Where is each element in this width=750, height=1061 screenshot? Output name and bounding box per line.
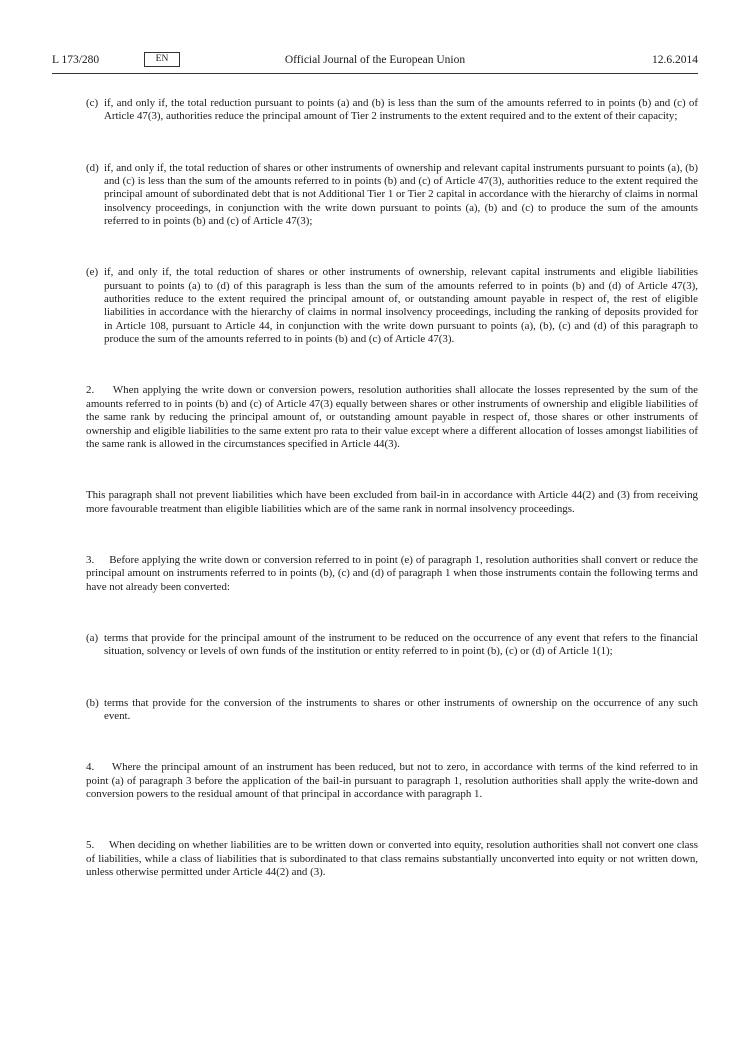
page-header — [52, 52, 698, 72]
paragraph-2: 2. When applying the write down or conversion powers, resolution authorities shall allocate the losses represented by the sum of the amounts referred to in points (b) and (c) of Article 47(3) equally between shares or other instruments of ownership and eligible liabilities of the same rank by reducing the principal amount of, or outstanding amount payable in respect of, those shares or other instruments of ownership and eligible liabilities to the same extent pro rata to their value except where a different allocation of losses amongst liabilities of the same rank is allowed in the circumstances specified in Article 44(3). — [86, 384, 701, 450]
paragraph-3: 3. Before applying the write down or conversion referred to in point (e) of paragraph 1, resolution authorities shall convert or reduce the principal amount on instruments referred to in points (b), (c) and (d) of paragraph 1 when those instruments contain the following terms and have not already been converted: — [86, 553, 701, 593]
language-badge: EN — [144, 52, 180, 67]
item-marker: (a) — [86, 631, 99, 644]
item-text: terms that provide for the conversion of the instruments to shares or other instruments of ownership on the occurrence of any such event. — [104, 696, 698, 722]
item-text: terms that provide for the principal amount of the instrument to be reduced on the occurrence of any event that refers to the financial situation, solvency or levels of own funds of the institution or entity referred to in point (b), (c) or (d) of Article 1(1); — [104, 631, 698, 658]
header-rule — [52, 73, 698, 74]
document-body — [86, 97, 701, 879]
item-text: if, and only if, the total reduction of shares or other instruments of ownership and relevant capital instruments pursuant to points (a), (b) and (c) is less than the sum of the amounts referred to in points (b) and (c) of Article 47(3), authorities reduce to the extent required the principal amount of subordinated debt that is not Additional Tier 1 or Tier 2 capital in accordance with the hierarchy of claims in normal insolvency proceedings, in conjunction with the write down pursuant to points (a), (b) and (c) to produce the sum of the amounts referred to in points (b) and (c) of Article 47(3); — [104, 161, 698, 228]
item-marker: (d) — [86, 161, 99, 174]
item-text: if, and only if, the total reduction of shares or other instruments of ownership, relevant capital instruments and eligible liabilities pursuant to points (a) to (d) of this paragraph is less than the sum of the amounts referred to in points (b) and (d) of Article 47(3), authorities reduce to the extent required the principal amount of, or outstanding amount payable in respect of, the rest of eligible liabilities in accordance with the hierarchy of claims in normal insolvency proceedings, including the ranking of deposits provided for in Article 108, pursuant to Article 44, in conjunction with the write down pursuant to points (a), (b), (c) and (d) of this paragraph to produce the sum of the amounts referred to in points (b) and (c) of Article 47(3). — [104, 266, 698, 346]
paragraph-4: 4. Where the principal amount of an instrument has been reduced, but not to zero, in accordance with terms of the kind referred to in point (a) of paragraph 3 before the application of the bail-in pursuant to paragraph 1, resolution authorities shall apply the write-down and conversion powers to the residual amount of that principal in accordance with paragraph 1. — [86, 761, 701, 800]
list-item-3b — [86, 697, 698, 724]
item-marker: (b) — [86, 696, 99, 709]
paragraph-5: 5. When deciding on whether liabilities are to be written down or converted into equity, resolution authorities shall not convert one class of liabilities, while a class of liabilities that is subordinated to that class remains substantially unconverted into equity or not written down, unless otherwise permitted under Article 44(2) and (3). — [86, 839, 701, 878]
publication-date: 12.6.2014 — [652, 54, 698, 66]
journal-title: Official Journal of the European Union — [284, 54, 466, 66]
paragraph-2-subparagraph: This paragraph shall not prevent liabilities which have been excluded from bail-in in accordance with Article 44(2) and (3) from receiving more favourable treatment than eligible liabilities which are of the same rank in normal insolvency proceedings. — [86, 489, 698, 515]
list-item-3a — [86, 632, 698, 659]
list-item-e — [86, 266, 698, 346]
list-item-d — [86, 162, 698, 229]
item-text: if, and only if, the total reduction pursuant to points (a) and (b) is less than the sum of the amounts referred to in points (b) and (c) of Article 47(3), authorities reduce the principal amount of Tier 2 instruments to the extent required and to the extent of their capacity; — [104, 97, 698, 123]
list-item-c — [86, 97, 698, 124]
item-marker: (c) — [86, 97, 99, 109]
page-reference: L 173/280 — [52, 54, 100, 66]
item-marker: (e) — [86, 266, 99, 279]
